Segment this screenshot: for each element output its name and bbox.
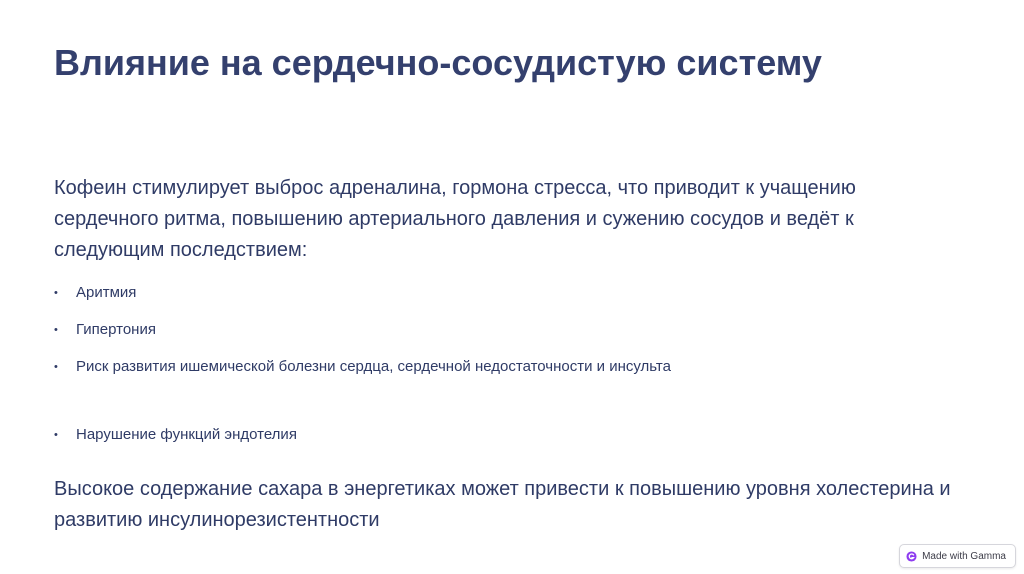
list-item-text: Нарушение функций эндотелия: [76, 426, 297, 443]
made-with-gamma-badge[interactable]: [899, 544, 1016, 568]
list-item-text: Гипертония: [76, 321, 156, 338]
bullet-dot-icon: •: [54, 286, 58, 299]
bullet-dot-icon: •: [54, 360, 58, 373]
gamma-logo-icon: [906, 551, 917, 562]
bullet-dot-icon: •: [54, 428, 58, 441]
list-item: [54, 426, 297, 443]
list-item: [54, 321, 156, 338]
list-item-text: Аритмия: [76, 284, 137, 301]
list-item: [54, 284, 136, 301]
outro-paragraph: Высокое содержание сахара в энергетиках может привести к повышению уровня холестерина и развитию инсулинорезистентности: [54, 478, 951, 531]
badge-label: Made with Gamma: [922, 550, 1006, 562]
bullet-dot-icon: •: [54, 323, 58, 336]
slide-title: Влияние на сердечно-сосудистую систему: [54, 42, 822, 83]
intro-paragraph: Кофеин стимулирует выброс адреналина, гормона стресса, что приводит к учащению сердечного ритма, повышению артериального давления и сужению сосудов и ведёт к следующим последствием:: [54, 177, 856, 261]
list-item-text: Риск развития ишемической болезни сердца, сердечной недостаточности и инсульта: [76, 358, 671, 375]
list-item: [54, 358, 671, 375]
